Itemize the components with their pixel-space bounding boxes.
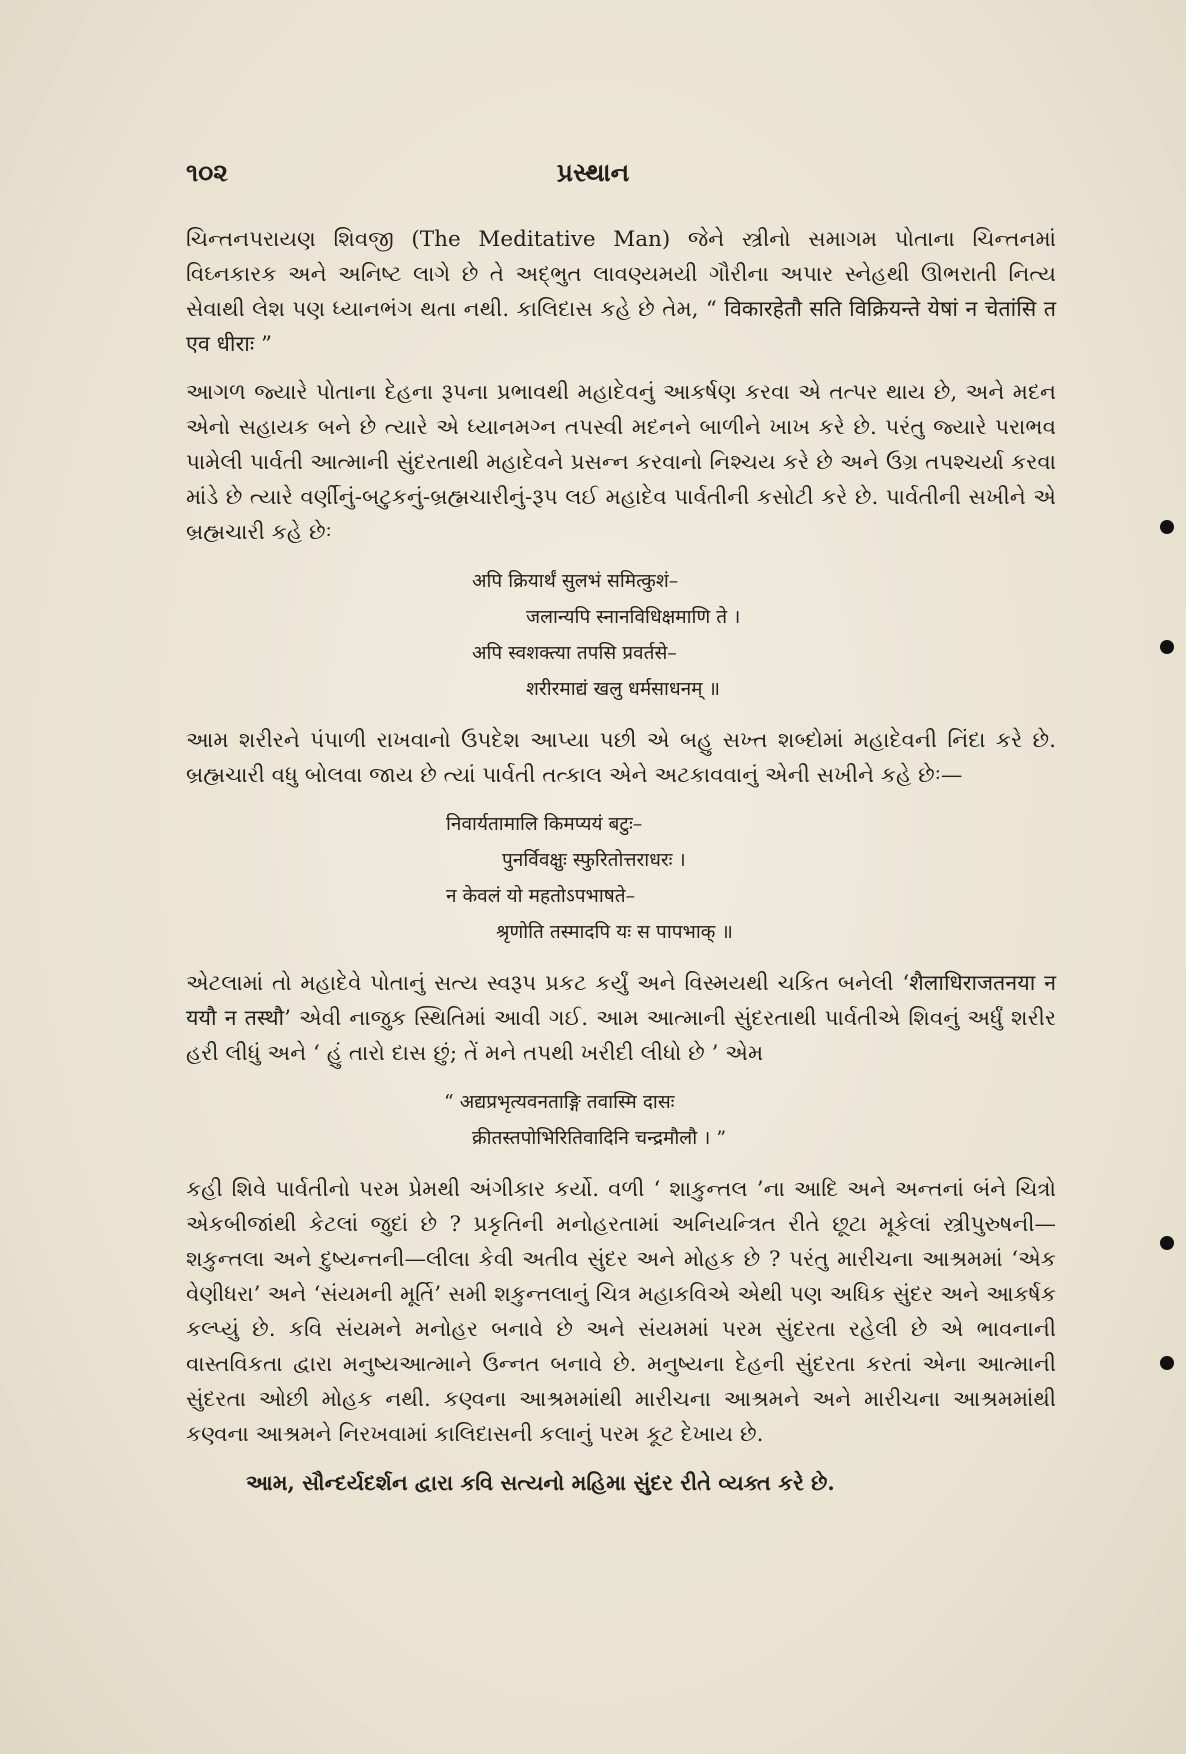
page-header	[0, 158, 1186, 198]
verse-block-2	[186, 806, 1056, 950]
punch-hole	[1160, 640, 1174, 654]
verse-line: अपि स्वशक्त्या तपसि प्रवर्तसे–	[472, 642, 677, 664]
verse-line: श्रृणोति तस्मादपि यः स पापभाक् ॥	[496, 921, 733, 943]
paragraph-3: આમ શરીરને પંપાળી રાખવાનો ઉપદેશ આપ્યા પછી એ બહુ સખ્ત શબ્દોમાં મહાદેવની નિંદા કરે છે. બ્રહ્મચારી વધુ બોલવા જાય છે ત્યાં પાર્વતી તત્કાલ એને અટકાવવાનું એની સખીને કહે છેઃ—	[186, 728, 1056, 788]
quote-line: क्रीतस्तपोभिरितिवादिनि चन्द्रमौलौ । ”	[472, 1127, 727, 1149]
paragraph-5: કહી શિવે પાર્વતીનો પરમ પ્રેમથી અંગીકાર કર્યો. વળી ‘ શાકુન્તલ ’ના આદિ અને અન્તનાં બંને ચિત્રો એકબીજાંથી કેટલાં જુદાં છે ? પ્રકૃતિની મનોહરતામાં અનિયન્ત્રિત રીતે છૂટા મૂકેલાં સ્ત્રીપુરુષની—શકુન્તલા અને દુષ્યન્તની—લીલા કેવી અતીવ સુંદર અને મોહક છે ? પરંતુ મારીચના આશ્રમમાં ‘એક વેણીધરા’ અને ‘સંયમની મૂર્તિ’ સમી શકુન્તલાનું ચિત્ર મહાકવિએ એથી પણ અધિક સુંદર અને આકર્ષક કલ્પ્યું છે. કવિ સંયમને મનોહર બનાવે છે અને સંયમમાં પરમ સુંદરતા રહેલી છે એ ભાવનાની વાસ્તવિકતા દ્વારા મનુષ્યઆત્માને ઉન્નત બનાવે છે. મનુષ્યના દેહની સુંદરતા કરતાં એના આત્માની સુંદરતા ઓછી મોહક નથી. કણ્વના આશ્રમમાંથી મારીચના આશ્રમને અને મારીચના આશ્રમમાંથી કણ્વના આશ્રમને નિરખવામાં કાલિદાસની કલાનું પરમ કૂટ દેખાય છે.	[186, 1177, 1056, 1447]
concluding-line: આમ, સૌન્દર્યદર્શન દ્વારા કવિ સત્યનો મહિમા સુંદર રીતે વ્યક્ત કરે છે.	[246, 1470, 835, 1495]
paragraph-4: એટલામાં તો મહાદેવે પોતાનું સત્ય સ્વરૂપ પ્રકટ કર્યું અને વિસ્મયથી ચકિત બનેલી ‘शैलाधिराजतनया न ययौ न तस्थौ’ એવી નાજુક સ્થિતિમાં આવી ગઈ. આમ આત્માની સુંદરતાથી પાર્વતીએ શિવનું અર્ધું શરીર હરી લીધું અને ‘ હું તારો દાસ છું; તેં મને તપથી ખરીદી લીધો છે ’ એમ	[186, 971, 1056, 1066]
paragraph-1: ચિન્તનપરાયણ શિવજી (The Meditative Man) જેને સ્ત્રીનો સમાગમ પોતાના ચિન્તનમાં વિઘ્નકારક અને અનિષ્ટ લાગે છે તે અદ્‌ભુત લાવણ્યમયી ગૌરીના અપાર સ્નેહથી ઊભરાતી નિત્ય સેવાથી લેશ પણ ધ્યાનભંગ થતા નથી. કાલિદાસ કહે છે તેમ, “ विकारहेतौ सति विक्रियन्ते येषां न चेतांसि त एव धीराः ”	[186, 227, 1056, 357]
verse-line: पुनर्विवक्षुः स्फुरितोत्तराधरः ।	[502, 849, 686, 871]
quote-line: “ अद्यप्रभृत्यवनताङ्गि तवास्मि दासः	[444, 1091, 675, 1113]
punch-hole	[1160, 1236, 1174, 1250]
verse-line: निवार्यतामालि किमप्ययं बटुः–	[446, 813, 643, 835]
verse-line: न केवलं यो महतोऽपभाषते–	[446, 885, 636, 907]
paragraph-2: આગળ જ્યારે પોતાના દેહના રૂપના પ્રભાવથી મહાદેવનું આકર્ષણ કરવા એ તત્પર થાય છે, અને મદન એનો સહાયક બને છે ત્યારે એ ધ્યાનમગ્ન તપસ્વી મદનને બાળીને ખાખ કરે છે. પરંતુ જ્યારે પરાભવ પામેલી પાર્વતી આત્માની સુંદરતાથી મહાદેવને પ્રસન્ન કરવાનો નિશ્ચય કરે છે અને ઉગ્ર તપશ્ચર્યા કરવા માંડે છે ત્યારે વર્ણીનું-બટુકનું-બ્રહ્મચારીનું-રૂપ લઈ મહાદેવ પાર્વતીની કસોટી કરે છે. પાર્વતીની સખીને એ બ્રહ્મચારી કહે છેઃ	[186, 380, 1056, 545]
quote-block	[186, 1084, 1056, 1156]
verse-line: जलान्यपि स्नानविधिक्षमाणि ते ।	[526, 606, 741, 628]
verse-block-1	[186, 563, 1056, 707]
verse-line: अपि क्रियार्थं सुलभं समित्कुशं–	[472, 570, 679, 592]
page-body	[186, 222, 1056, 1500]
punch-hole	[1160, 520, 1174, 534]
punch-hole	[1160, 1356, 1174, 1370]
page-number: ૧૦૨	[186, 158, 228, 187]
running-title: પ્રસ્થાન	[556, 158, 630, 187]
verse-line: शरीरमाद्यं खलु धर्मसाधनम् ॥	[526, 678, 720, 700]
